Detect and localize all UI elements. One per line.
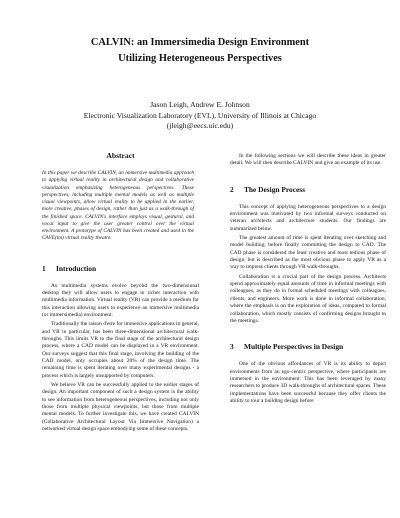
paragraph: The greatest amount of time is spent iterating over sketching and model building, before finally committing the design to CAD. The CAD phase is considered the least creative and most tedious phase of design, but is described as the most obvious phase to apply VR as a way to impress clients through VR walk-throughs. bbox=[230, 235, 386, 271]
section-title: Introduction bbox=[56, 263, 97, 273]
paragraph: One of the obvious affordances of VR is its ability to depict environments from an ego-centric perspective, where participants are immersed in the environment. This has been leveraged by many researchers to produce 3D walk-throughs of architectural spaces. These implementations have been successful because they offer clients the ability to tour a building design before bbox=[230, 361, 386, 404]
author-block bbox=[20, 100, 380, 132]
left-column bbox=[42, 151, 199, 433]
section-number: 3 bbox=[230, 342, 234, 352]
section-heading-design-process bbox=[230, 185, 386, 195]
right-column bbox=[230, 151, 386, 405]
abstract-text: In this paper we describe CALVIN, an immersive multimedia approach to applying virtual reality in architectural design and collaborative visualization emphasizing heterogeneous perspectives. These perspectives, including multiple mental models as well as multiple visual viewpoints, allow virtual reality to be applied in the earlier, more creative, phases of design, rather than just as a walk-through of the finished space. CALVIN's interface employs visual, gestural, and vocal input to give the user greater control over the virtual environment. A prototype of CALVIN has been created and used in the CAVE(tm) virtual reality theatre. bbox=[42, 170, 194, 242]
paragraph: Traditionally the raison d'etre for immersive applications in general, and VR in particular, has been three-dimensional architectural walk-throughs. This limits VR to the final stage of the architectural design process, where a CAD model can be displayed in a VR environment. Our surveys suggest that this final stage, involving the building of the CAD model, only occupies about 20% of the design time. The remaining time is spent iterating over many experimental designs - a process which is largely unsupported by computers. bbox=[42, 321, 200, 379]
section-number: 1 bbox=[42, 263, 46, 273]
paragraph: Collaboration is a crucial part of the design process. Architects spend approximately equal amounts of time in informal meetings with colleagues, as they do in formal scheduled meetings with colleagues, clients, and engineers. More work is done in informal collaboration, where the emphasis is on the exploration of ideas, compared to formal collaboration, which mostly consists of confirming designs brought to the meetings. bbox=[230, 273, 386, 324]
section-title: The Design Process bbox=[244, 184, 306, 194]
section-heading-introduction bbox=[42, 264, 199, 274]
paper-title-line-1: CALVIN: an Immersimedia Design Environment bbox=[90, 37, 310, 48]
paragraph: In the following sections we will describe these ideas in greater detail. We will then describe CALVIN and give an example of its use. bbox=[230, 153, 386, 167]
section-number: 2 bbox=[230, 184, 234, 194]
section-title: Multiple Perspectives in Design bbox=[244, 342, 344, 352]
paragraph: We believe VR can be successfully applied to the earlier stages of design. An important component of such a design system is the ability to see information from heterogeneous perspectives, including not only those from multiple physical viewpoints, but those from multiple mental models. To further investigate this, we have created CALVIN (Collaborative Architectural Layout Via Immersive Navigation) a networked virtual design space embodying some of these concepts. bbox=[42, 381, 199, 433]
authors: Jason Leigh, Andrew E. Johnson bbox=[150, 100, 250, 109]
author-email: (jleigh@eecs.uic.edu) bbox=[166, 121, 234, 131]
paragraph: As multimedia systems evolve beyond the two-dimensional desktop they will allow users to engage in richer interaction with multimedia information. Virtual reality (VR) can provide a medium for this interaction allowing users to experience an immersive multimedia (or immersimedia) environment. bbox=[42, 282, 199, 318]
section-heading-multiple-perspectives bbox=[230, 342, 386, 352]
abstract-heading: Abstract bbox=[106, 151, 135, 160]
paragraph: This concept of applying heterogeneous perspectives to a design environment was motivated by two informal surveys conducted on veteran architects and architecture students. Our findings are summarized below. bbox=[230, 203, 386, 232]
affiliation: Electronic Visualization Laboratory (EVL), University of Illinois at Chicago bbox=[83, 110, 317, 120]
paper-title-line-2: Utilizing Heterogeneous Perspectives bbox=[118, 53, 282, 64]
